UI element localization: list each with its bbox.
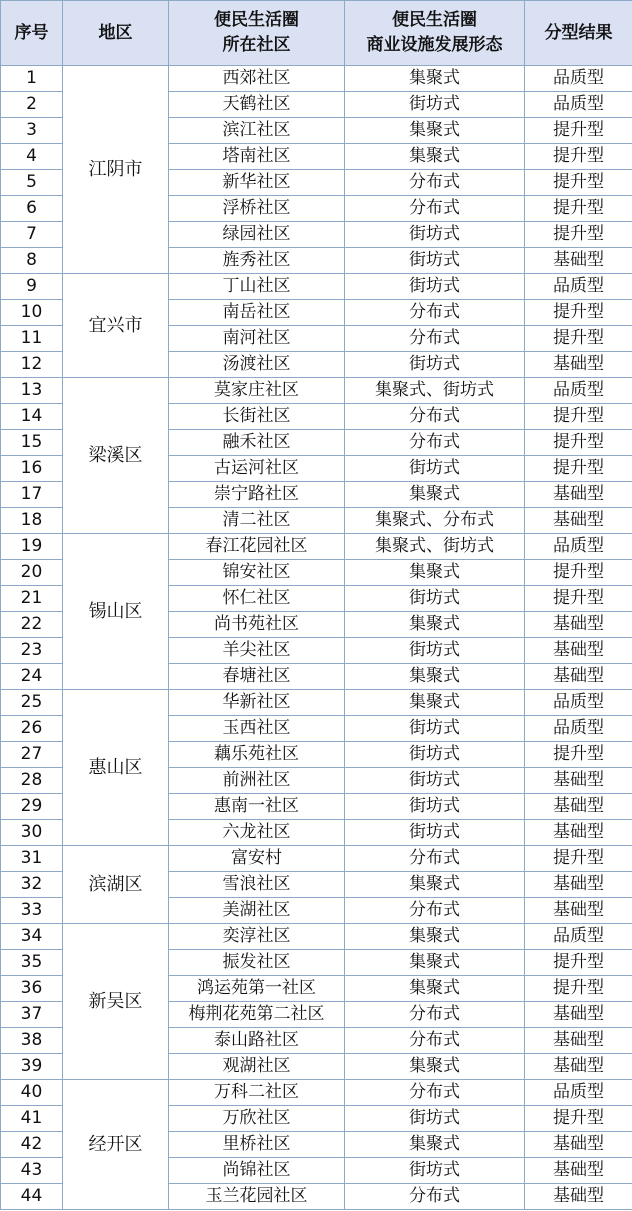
seq-cell: 12: [1, 352, 63, 378]
community-cell: 华新社区: [169, 690, 345, 716]
community-cell: 丁山社区: [169, 274, 345, 300]
form-cell: 分布式: [345, 1184, 525, 1210]
form-cell: 分布式: [345, 196, 525, 222]
community-cell: 莫家庄社区: [169, 378, 345, 404]
header-community: [169, 1, 345, 66]
form-cell: 街坊式: [345, 274, 525, 300]
seq-cell: 14: [1, 404, 63, 430]
result-cell: 基础型: [525, 1184, 632, 1210]
form-cell: 分布式: [345, 1028, 525, 1054]
result-cell: 提升型: [525, 560, 632, 586]
seq-cell: 24: [1, 664, 63, 690]
result-cell: 基础型: [525, 352, 632, 378]
form-cell: 集聚式: [345, 950, 525, 976]
result-cell: 基础型: [525, 638, 632, 664]
form-cell: 集聚式: [345, 976, 525, 1002]
community-cell: 万科二社区: [169, 1080, 345, 1106]
result-cell: 品质型: [525, 378, 632, 404]
community-cell: 里桥社区: [169, 1132, 345, 1158]
form-cell: 分布式: [345, 300, 525, 326]
result-cell: 基础型: [525, 1132, 632, 1158]
community-cell: 奕淳社区: [169, 924, 345, 950]
result-cell: 提升型: [525, 326, 632, 352]
community-cell: 富安村: [169, 846, 345, 872]
result-cell: 基础型: [525, 820, 632, 846]
form-cell: 分布式: [345, 326, 525, 352]
community-cell: 怀仁社区: [169, 586, 345, 612]
result-cell: 品质型: [525, 924, 632, 950]
region-cell: 宜兴市: [63, 274, 169, 378]
result-cell: 基础型: [525, 1054, 632, 1080]
table-row: [1, 1080, 632, 1106]
table-row: [1, 66, 632, 92]
community-cell: 西郊社区: [169, 66, 345, 92]
form-cell: 集聚式: [345, 664, 525, 690]
community-cell: 春江花园社区: [169, 534, 345, 560]
seq-cell: 39: [1, 1054, 63, 1080]
result-cell: 提升型: [525, 300, 632, 326]
form-cell: 集聚式: [345, 560, 525, 586]
table-row: [1, 274, 632, 300]
community-cell: 藕乐苑社区: [169, 742, 345, 768]
seq-cell: 44: [1, 1184, 63, 1210]
region-cell: 滨湖区: [63, 846, 169, 924]
community-cell: 滨江社区: [169, 118, 345, 144]
seq-cell: 20: [1, 560, 63, 586]
seq-cell: 29: [1, 794, 63, 820]
seq-cell: 26: [1, 716, 63, 742]
seq-cell: 21: [1, 586, 63, 612]
form-cell: 街坊式: [345, 586, 525, 612]
result-cell: 品质型: [525, 716, 632, 742]
seq-cell: 8: [1, 248, 63, 274]
seq-cell: 33: [1, 898, 63, 924]
community-cell: 振发社区: [169, 950, 345, 976]
region-cell: 经开区: [63, 1080, 169, 1210]
form-cell: 街坊式: [345, 456, 525, 482]
header-region: 地区: [63, 1, 169, 66]
result-cell: 提升型: [525, 846, 632, 872]
region-cell: 梁溪区: [63, 378, 169, 534]
header-form-line1: 便民生活圈: [392, 10, 477, 30]
seq-cell: 9: [1, 274, 63, 300]
form-cell: 街坊式: [345, 248, 525, 274]
region-cell: 江阴市: [63, 66, 169, 274]
result-cell: 基础型: [525, 872, 632, 898]
form-cell: 集聚式: [345, 1132, 525, 1158]
community-cell: 天鹤社区: [169, 92, 345, 118]
form-cell: 分布式: [345, 404, 525, 430]
header-community-line1: 便民生活圈: [214, 10, 299, 30]
header-community-line2: 所在社区: [222, 35, 291, 55]
result-cell: 品质型: [525, 92, 632, 118]
community-cell: 汤渡社区: [169, 352, 345, 378]
result-cell: 基础型: [525, 768, 632, 794]
result-cell: 品质型: [525, 1080, 632, 1106]
community-cell: 古运河社区: [169, 456, 345, 482]
region-cell: 惠山区: [63, 690, 169, 846]
seq-cell: 6: [1, 196, 63, 222]
community-cell: 羊尖社区: [169, 638, 345, 664]
table-row: [1, 924, 632, 950]
seq-cell: 25: [1, 690, 63, 716]
community-cell: 惠南一社区: [169, 794, 345, 820]
seq-cell: 42: [1, 1132, 63, 1158]
form-cell: 分布式: [345, 430, 525, 456]
result-cell: 提升型: [525, 976, 632, 1002]
result-cell: 基础型: [525, 1158, 632, 1184]
community-cell: 前洲社区: [169, 768, 345, 794]
community-cell: 泰山路社区: [169, 1028, 345, 1054]
community-cell: 玉西社区: [169, 716, 345, 742]
form-cell: 集聚式、街坊式: [345, 534, 525, 560]
seq-cell: 1: [1, 66, 63, 92]
result-cell: 基础型: [525, 664, 632, 690]
result-cell: 提升型: [525, 586, 632, 612]
form-cell: 集聚式: [345, 118, 525, 144]
result-cell: 基础型: [525, 248, 632, 274]
form-cell: 分布式: [345, 170, 525, 196]
community-cell: 玉兰花园社区: [169, 1184, 345, 1210]
seq-cell: 17: [1, 482, 63, 508]
seq-cell: 16: [1, 456, 63, 482]
seq-cell: 41: [1, 1106, 63, 1132]
community-cell: 长街社区: [169, 404, 345, 430]
form-cell: 集聚式: [345, 66, 525, 92]
form-cell: 集聚式: [345, 482, 525, 508]
seq-cell: 10: [1, 300, 63, 326]
table-row: [1, 534, 632, 560]
form-cell: 街坊式: [345, 794, 525, 820]
seq-cell: 32: [1, 872, 63, 898]
table-row: [1, 846, 632, 872]
result-cell: 提升型: [525, 1106, 632, 1132]
form-cell: 集聚式: [345, 872, 525, 898]
seq-cell: 15: [1, 430, 63, 456]
seq-cell: 35: [1, 950, 63, 976]
table-row: [1, 690, 632, 716]
community-cell: 美湖社区: [169, 898, 345, 924]
form-cell: 集聚式: [345, 924, 525, 950]
result-cell: 品质型: [525, 690, 632, 716]
form-cell: 集聚式: [345, 690, 525, 716]
seq-cell: 2: [1, 92, 63, 118]
community-cell: 南河社区: [169, 326, 345, 352]
result-cell: 品质型: [525, 274, 632, 300]
form-cell: 分布式: [345, 846, 525, 872]
community-cell: 塔南社区: [169, 144, 345, 170]
form-cell: 集聚式、街坊式: [345, 378, 525, 404]
form-cell: 街坊式: [345, 92, 525, 118]
result-cell: 提升型: [525, 144, 632, 170]
seq-cell: 4: [1, 144, 63, 170]
seq-cell: 18: [1, 508, 63, 534]
result-cell: 提升型: [525, 196, 632, 222]
result-cell: 提升型: [525, 430, 632, 456]
community-cell: 雪浪社区: [169, 872, 345, 898]
form-cell: 街坊式: [345, 222, 525, 248]
form-cell: 街坊式: [345, 742, 525, 768]
header-row: [1, 1, 632, 66]
seq-cell: 3: [1, 118, 63, 144]
community-cell: 观湖社区: [169, 1054, 345, 1080]
form-cell: 街坊式: [345, 1106, 525, 1132]
result-cell: 提升型: [525, 404, 632, 430]
seq-cell: 19: [1, 534, 63, 560]
result-cell: 品质型: [525, 66, 632, 92]
community-cell: 新华社区: [169, 170, 345, 196]
community-cell: 尚书苑社区: [169, 612, 345, 638]
result-cell: 提升型: [525, 170, 632, 196]
header-seq: 序号: [1, 1, 63, 66]
seq-cell: 43: [1, 1158, 63, 1184]
community-cell: 尚锦社区: [169, 1158, 345, 1184]
result-cell: 基础型: [525, 482, 632, 508]
result-cell: 品质型: [525, 534, 632, 560]
result-cell: 基础型: [525, 612, 632, 638]
table-header: [1, 1, 632, 66]
result-cell: 提升型: [525, 456, 632, 482]
result-cell: 基础型: [525, 794, 632, 820]
community-cell: 融禾社区: [169, 430, 345, 456]
seq-cell: 27: [1, 742, 63, 768]
community-cell: 旌秀社区: [169, 248, 345, 274]
region-cell: 锡山区: [63, 534, 169, 690]
result-cell: 提升型: [525, 118, 632, 144]
form-cell: 分布式: [345, 1002, 525, 1028]
form-cell: 街坊式: [345, 638, 525, 664]
table-body: [1, 66, 632, 1210]
seq-cell: 37: [1, 1002, 63, 1028]
seq-cell: 22: [1, 612, 63, 638]
header-result: 分型结果: [525, 1, 632, 66]
region-cell: 新吴区: [63, 924, 169, 1080]
form-cell: 集聚式: [345, 612, 525, 638]
result-cell: 提升型: [525, 950, 632, 976]
community-cell: 六龙社区: [169, 820, 345, 846]
seq-cell: 28: [1, 768, 63, 794]
header-form-line2: 商业设施发展形态: [366, 35, 503, 55]
seq-cell: 13: [1, 378, 63, 404]
community-cell: 鸿运苑第一社区: [169, 976, 345, 1002]
seq-cell: 30: [1, 820, 63, 846]
form-cell: 街坊式: [345, 820, 525, 846]
form-cell: 街坊式: [345, 1158, 525, 1184]
community-cell: 绿园社区: [169, 222, 345, 248]
seq-cell: 5: [1, 170, 63, 196]
seq-cell: 31: [1, 846, 63, 872]
seq-cell: 38: [1, 1028, 63, 1054]
form-cell: 集聚式: [345, 1054, 525, 1080]
seq-cell: 36: [1, 976, 63, 1002]
community-cell: 浮桥社区: [169, 196, 345, 222]
form-cell: 集聚式、分布式: [345, 508, 525, 534]
community-cell: 梅荆花苑第二社区: [169, 1002, 345, 1028]
seq-cell: 34: [1, 924, 63, 950]
community-cell: 万欣社区: [169, 1106, 345, 1132]
form-cell: 分布式: [345, 898, 525, 924]
community-cell: 清二社区: [169, 508, 345, 534]
seq-cell: 7: [1, 222, 63, 248]
result-cell: 基础型: [525, 508, 632, 534]
header-form: [345, 1, 525, 66]
result-cell: 基础型: [525, 898, 632, 924]
seq-cell: 40: [1, 1080, 63, 1106]
seq-cell: 11: [1, 326, 63, 352]
community-cell: 崇宁路社区: [169, 482, 345, 508]
result-cell: 基础型: [525, 1028, 632, 1054]
result-cell: 提升型: [525, 222, 632, 248]
community-cell: 锦安社区: [169, 560, 345, 586]
form-cell: 分布式: [345, 1080, 525, 1106]
result-cell: 提升型: [525, 742, 632, 768]
form-cell: 街坊式: [345, 716, 525, 742]
community-cell: 南岳社区: [169, 300, 345, 326]
result-cell: 基础型: [525, 1002, 632, 1028]
community-cell: 春塘社区: [169, 664, 345, 690]
table-row: [1, 378, 632, 404]
form-cell: 街坊式: [345, 768, 525, 794]
form-cell: 集聚式: [345, 144, 525, 170]
form-cell: 街坊式: [345, 352, 525, 378]
seq-cell: 23: [1, 638, 63, 664]
